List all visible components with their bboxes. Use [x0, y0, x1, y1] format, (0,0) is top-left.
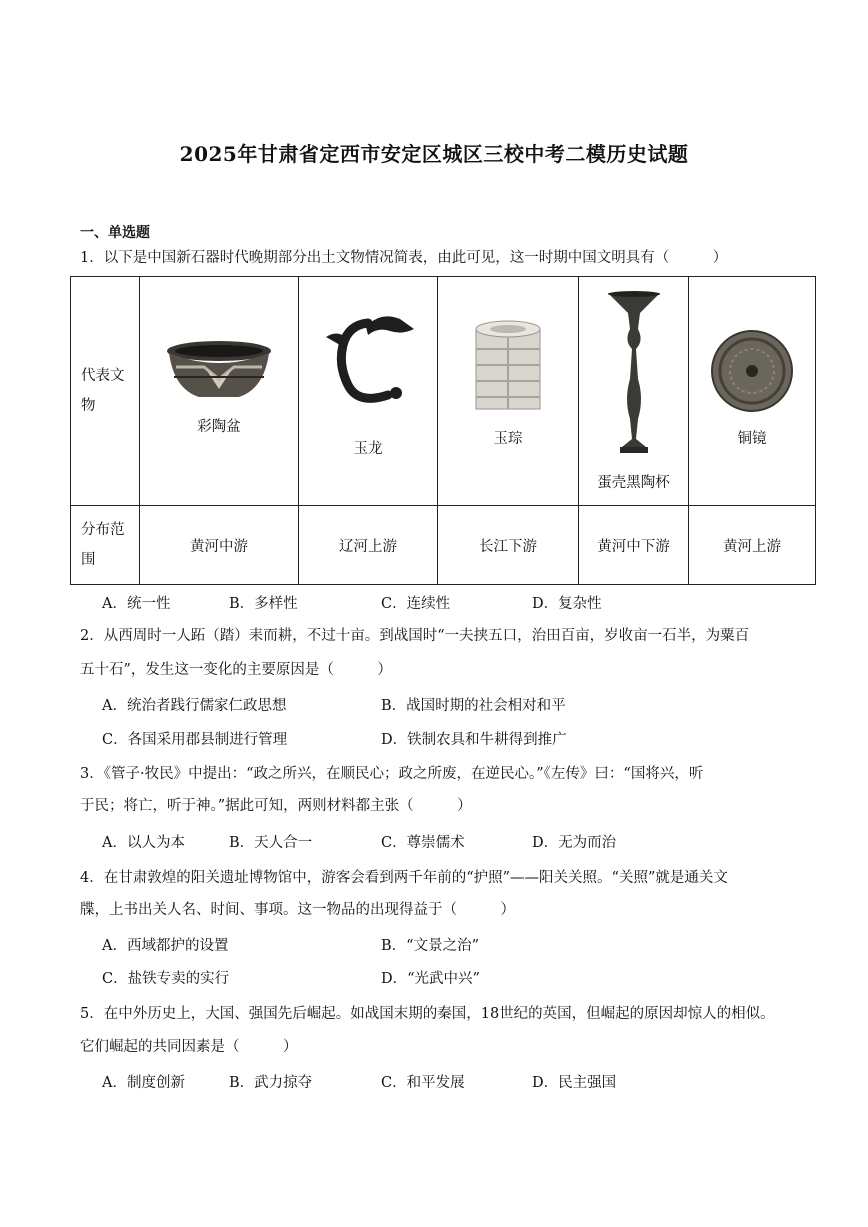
artifact-table [70, 276, 816, 585]
option-b[interactable]: B．战国时期的社会相对和平 [381, 698, 566, 714]
option-a[interactable]: A．制度创新 [102, 1075, 185, 1091]
table-row-artifacts [71, 277, 816, 506]
option-a[interactable]: A．统一性 [102, 596, 171, 612]
artifact-name: 玉龙 [353, 441, 383, 457]
artifact-name: 玉琮 [493, 431, 523, 447]
option-b[interactable]: B．天人合一 [229, 835, 313, 851]
artifact-cell [140, 277, 299, 506]
artifact-cell [438, 277, 579, 506]
artifact-cell [299, 277, 438, 506]
option-c[interactable]: C．尊崇儒术 [381, 835, 465, 851]
option-d[interactable]: D．民主强国 [532, 1075, 617, 1091]
jade-cong-icon [468, 315, 548, 415]
question-2-stem-line-2: 五十石”，发生这一变化的主要原因是（ ） [80, 662, 392, 678]
row-head-regions: 分布范围 [71, 506, 140, 585]
painted-pottery-basin-icon [164, 339, 274, 403]
question-2-stem-line-1: 2．从西周时一人跖（踏）耒而耕，不过十亩。到战国时“一夫挟五口，治田百亩，岁收亩一石半，为粟百 [80, 628, 750, 644]
option-a[interactable]: A．统治者践行儒家仁政思想 [102, 698, 287, 714]
option-b[interactable]: B．多样性 [229, 596, 298, 612]
option-a[interactable]: A．以人为本 [102, 835, 185, 851]
question-3-stem-line-2: 于民；将亡，听于神。”据此可知，两则材料都主张（ ） [80, 798, 472, 814]
option-d[interactable]: D．铁制农具和牛耕得到推广 [381, 732, 567, 748]
region-cell: 长江下游 [438, 506, 579, 585]
option-b[interactable]: B．“文景之治” [381, 938, 479, 954]
question-4-stem-line-2: 牒，上书出关人名、时间、事项。这一物品的出现得益于（ ） [80, 902, 515, 918]
option-b[interactable]: B．武力掠夺 [229, 1075, 313, 1091]
question-5-stem-line-1: 5．在中外历史上，大国、强国先后崛起。如战国末期的秦国，18世纪的英国，但崛起的原因却惊人的相似。 [80, 1006, 775, 1022]
section-heading: 一、单选题 [80, 225, 150, 241]
region-cell: 辽河上游 [299, 506, 438, 585]
artifact-name: 彩陶盆 [197, 419, 241, 435]
option-c[interactable]: C．和平发展 [381, 1075, 465, 1091]
option-c[interactable]: C．连续性 [381, 596, 451, 612]
option-d[interactable]: D．无为而治 [532, 835, 617, 851]
bronze-mirror-icon [710, 329, 794, 413]
row-head-artifacts: 代表文物 [71, 277, 140, 506]
option-d[interactable]: D．复杂性 [532, 596, 602, 612]
region-cell: 黄河上游 [689, 506, 816, 585]
artifact-cell [689, 277, 816, 506]
artifact-cell [579, 277, 689, 506]
page-title: 2025年甘肃省定西市安定区城区三校中考二模历史试题 [179, 142, 689, 166]
option-a[interactable]: A．西域都护的设置 [102, 938, 229, 954]
artifact-name: 蛋壳黑陶杯 [597, 475, 670, 491]
table-row-regions [71, 506, 816, 585]
eggshell-black-pottery-cup-icon [604, 289, 664, 459]
question-3-stem-line-1: 3．《管子·牧民》中提出：“政之所兴，在顺民心；政之所废，在逆民心。”《左传》曰：“国将兴，听 [80, 766, 704, 782]
region-cell: 黄河中游 [140, 506, 299, 585]
option-c[interactable]: C．各国采用郡县制进行管理 [102, 732, 288, 748]
option-d[interactable]: D．“光武中兴” [381, 971, 480, 987]
question-4-stem-line-1: 4．在甘肃敦煌的阳关遗址博物馆中，游客会看到两千年前的“护照”——阳关关照。“关照”就是通关文 [80, 870, 728, 886]
jade-dragon-icon [318, 305, 418, 415]
artifact-name: 铜镜 [737, 431, 767, 447]
region-cell: 黄河中下游 [579, 506, 689, 585]
option-c[interactable]: C．盐铁专卖的实行 [102, 971, 230, 987]
question-5-stem-line-2: 它们崛起的共同因素是（ ） [80, 1039, 298, 1055]
question-1-stem: 1．以下是中国新石器时代晚期部分出土文物情况简表，由此可见，这一时期中国文明具有（ ） [80, 250, 728, 266]
